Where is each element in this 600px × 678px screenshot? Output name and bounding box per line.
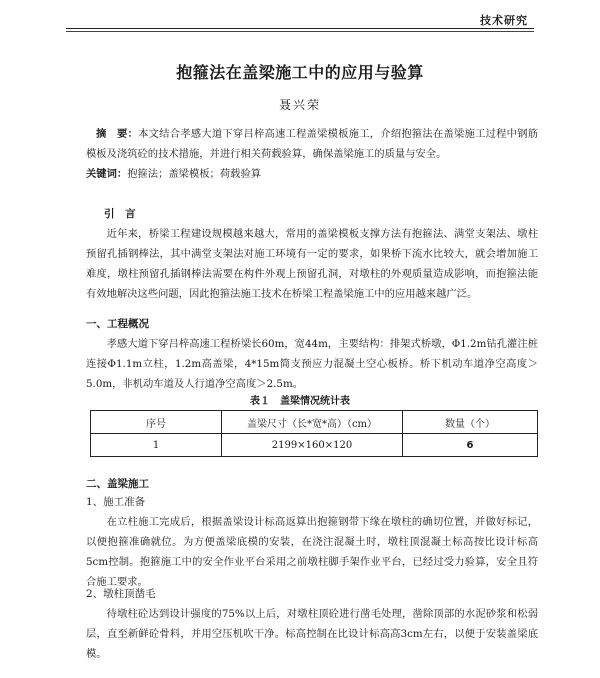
section-tag: 技术研究 bbox=[480, 14, 528, 27]
section2-heading: 二、盖梁施工 bbox=[86, 478, 149, 490]
subsection2-heading: 2、墩柱顶凿毛 bbox=[86, 588, 156, 600]
table-cell: 2199×160×120 bbox=[222, 434, 403, 457]
keywords-label: 关键词： bbox=[86, 168, 128, 180]
article-author: 聂兴荣 bbox=[278, 98, 321, 112]
table-header-row bbox=[91, 411, 538, 434]
table-row bbox=[91, 434, 538, 457]
intro-paragraph: 近年来，桥梁工程建设规模越来越大，常用的盖梁模板支撑方法有抱箍法、满堂支架法、墩柱预留孔插钢棒法，其中满堂支架法对施工环境有一定的要求，如果桥下流水比较大，就会增加施工难度，墩柱预留孔插钢棒法需要在构件外观上预留孔洞，对墩柱的外观质量造成影响，而抱箍法能有效地解决这些问题，因此抱箍法施工技术在桥梁工程盖梁施工中的应用越来越广泛。 bbox=[86, 228, 538, 300]
subsection1-paragraph: 在立柱施工完成后，根据盖梁设计标高返算出抱箍钢带下缘在墩柱的确切位置，并做好标记，以便抱箍准确就位。为方便盖梁底模的安装，在浇注混凝土时，墩柱顶混凝土标高按比设计标高5cm控制。抱箍施工中的安全作业平台采用之前墩柱脚手架作业平台，已经过受力验算，安全且符合施工要求。 bbox=[86, 516, 538, 588]
subsection1-heading: 1、施工准备 bbox=[86, 496, 146, 508]
table-header: 序号 bbox=[91, 411, 222, 434]
keywords-text: 抱箍法；盖梁模板；荷载验算 bbox=[127, 168, 262, 180]
header-rule-thin bbox=[66, 31, 534, 32]
table-cell: 6 bbox=[403, 434, 538, 457]
stats-table bbox=[90, 410, 538, 457]
subsection2-paragraph: 待墩柱砼达到设计强度的75%以上后，对墩柱顶砼进行凿毛处理，凿除顶部的水泥砂浆和松弱层，直至新鲜砼骨料，并用空压机吹干净。标高控制在比设计标高高3cm左右，以便于安装盖梁底模。 bbox=[86, 608, 538, 660]
table-cell: 1 bbox=[91, 434, 222, 457]
intro-heading: 引 言 bbox=[104, 208, 136, 220]
section1-heading: 一、工程概况 bbox=[86, 318, 149, 330]
section1-paragraph: 孝感大道下穿吕梓高速工程桥梁长60m，宽44m，主要结构：排架式桥墩，Φ1.2m钻孔灌注桩连接Φ1.1m立柱，1.2m高盖梁，4*15m简支预应力混凝土空心板桥。桥下机动车道净空高度＞5.0m，非机动车道及人行道净空高度＞2.5m。 bbox=[86, 338, 538, 390]
header-rule bbox=[66, 28, 534, 29]
abstract bbox=[86, 124, 538, 164]
table-caption: 表１ 盖梁情况统计表 bbox=[250, 396, 350, 407]
abstract-text: 本文结合孝感大道下穿吕梓高速工程盖梁模板施工，介绍抱箍法在盖梁施工过程中钢筋模板及浇筑砼的技术措施，并进行相关荷载验算，确保盖梁施工的质量与安全。 bbox=[86, 128, 539, 160]
keywords bbox=[86, 164, 538, 184]
article-title: 抱箍法在盖梁施工中的应用与验算 bbox=[176, 63, 424, 82]
table-header: 盖梁尺寸（长*宽*高）（cm） bbox=[222, 411, 403, 434]
abstract-label: 摘 要： bbox=[96, 128, 139, 140]
table-header: 数量（个） bbox=[403, 411, 538, 434]
